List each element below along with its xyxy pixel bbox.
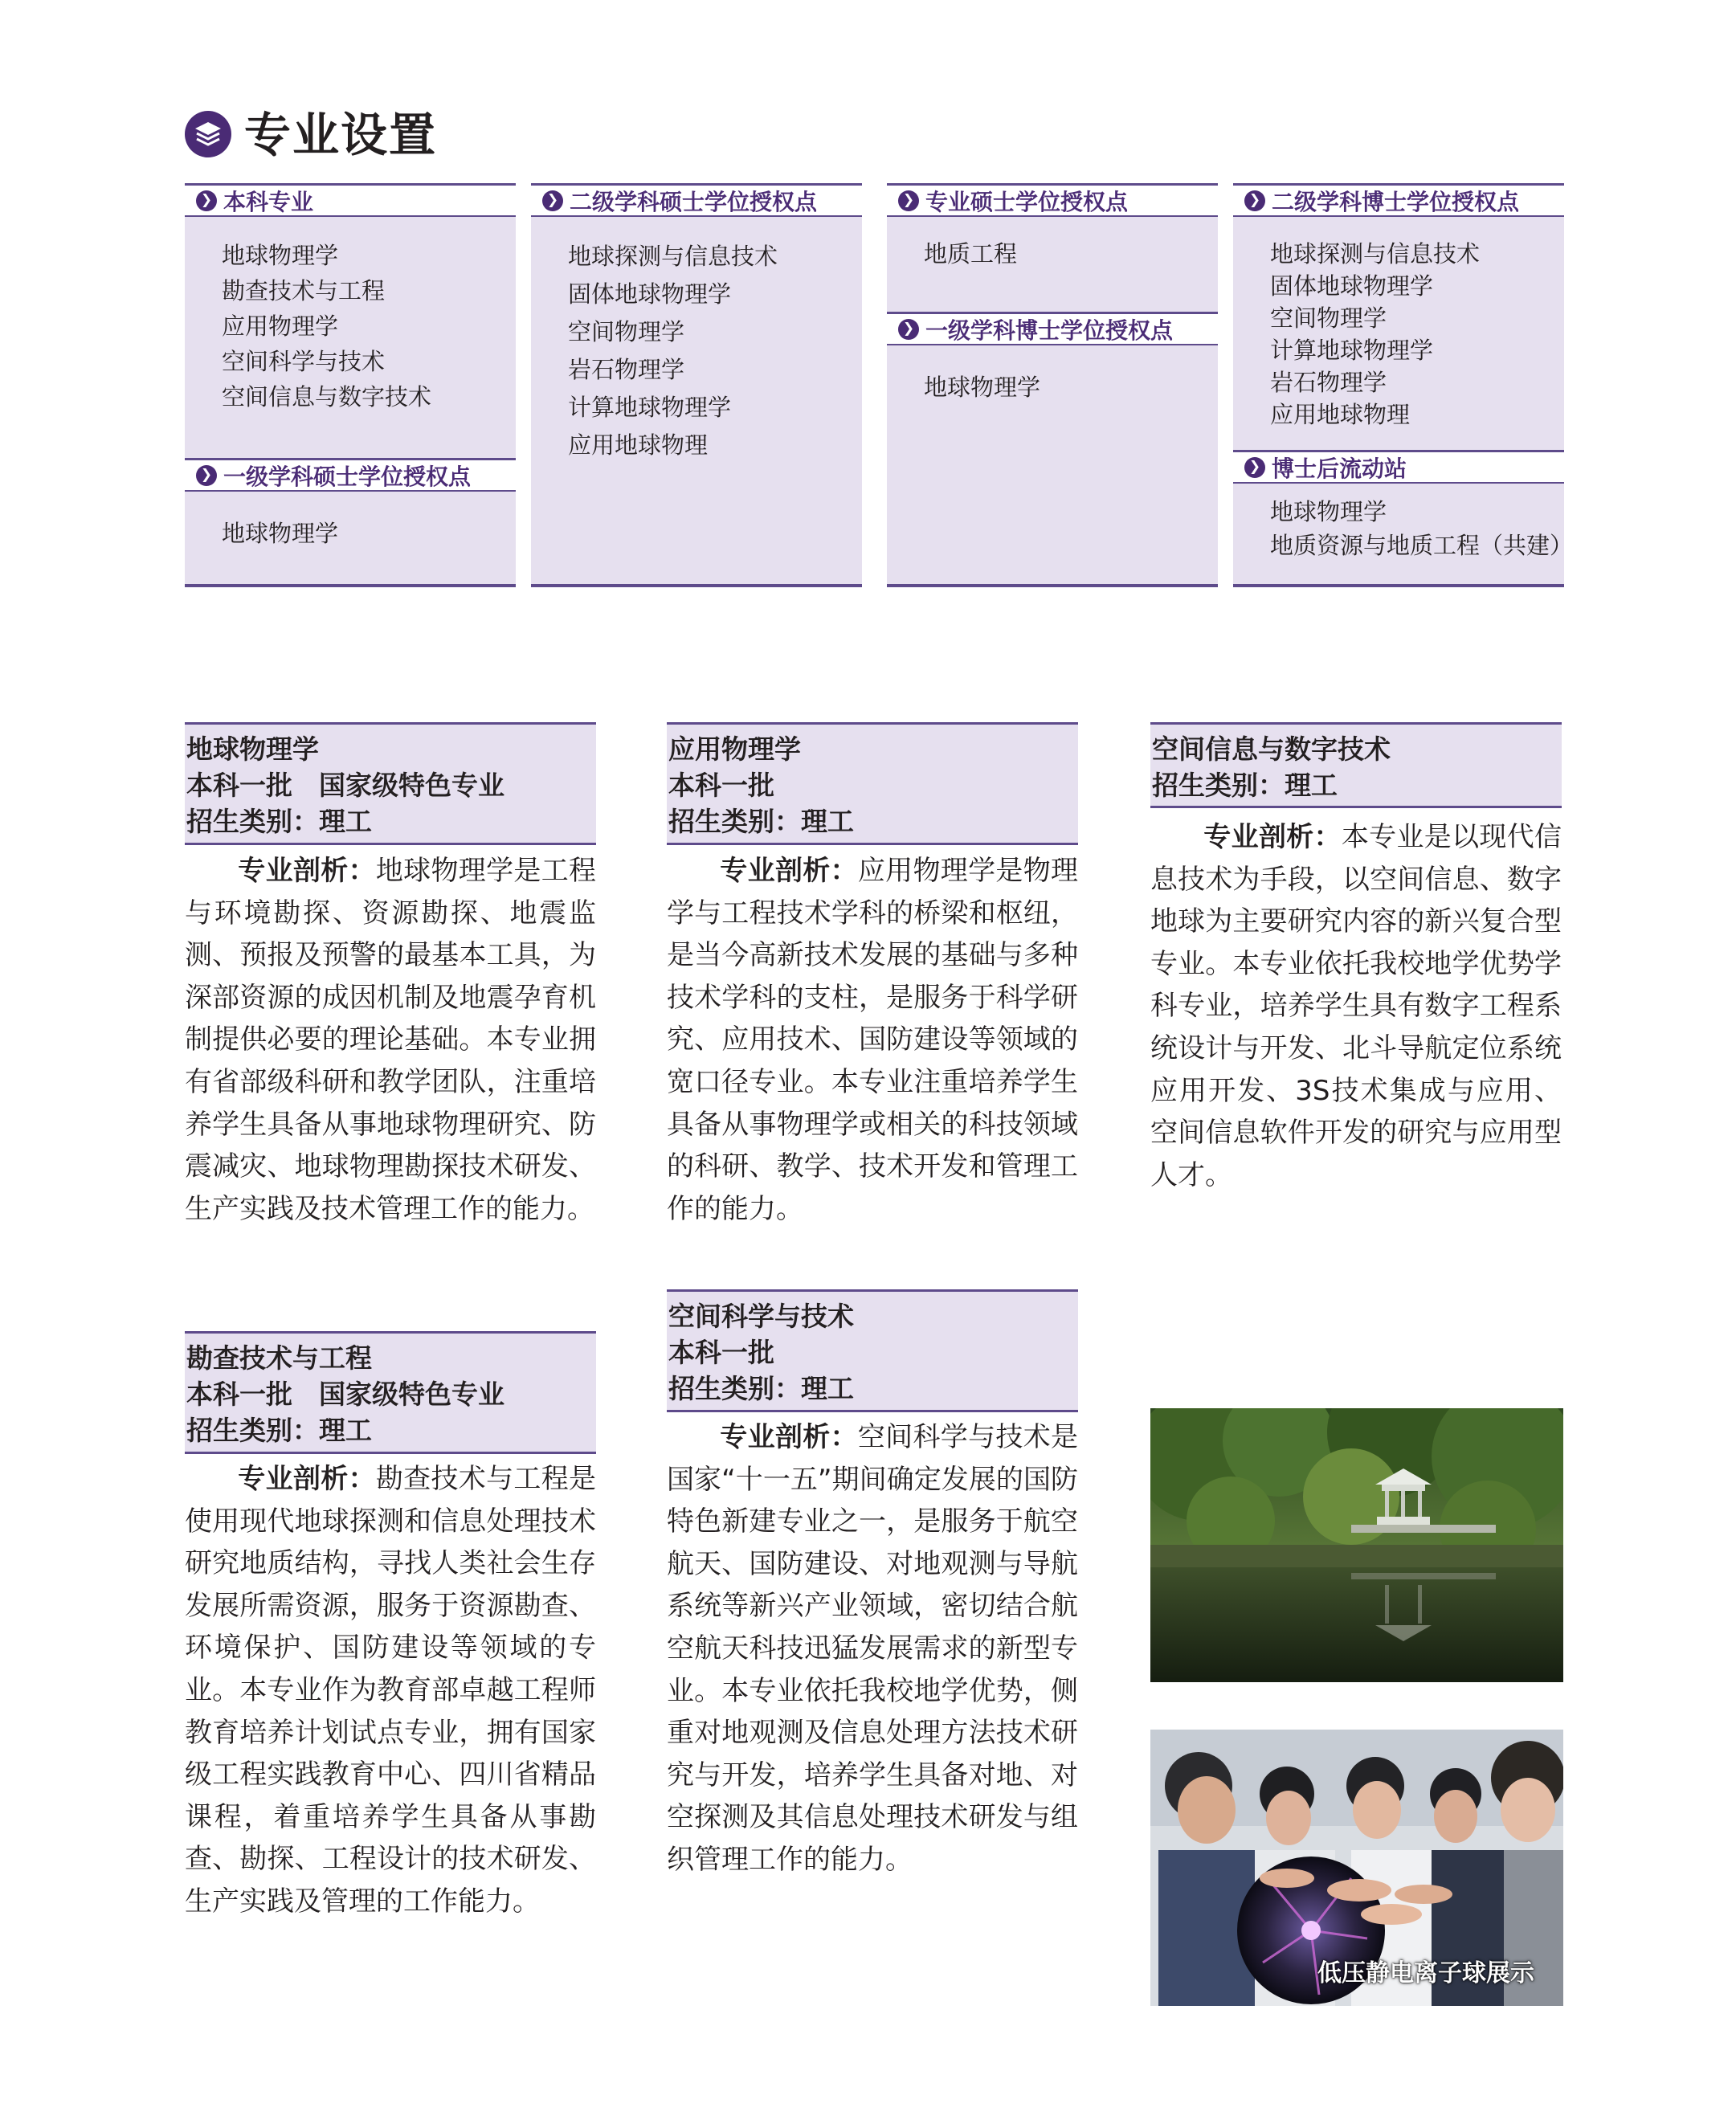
analysis-text: 应用物理学是物理学与工程技术学科的桥梁和枢纽，是当今高新技术发展的基础与多种技术学科的支柱，是服务于科学研究、应用技术、国防建设等领域的宽口径专业。本专业注重培养学生具备从事物理学或相关的科技领域的科研、教学、技术开发和管理工作的能力。 — [667, 855, 1079, 1225]
major-category: 招生类别：理工 — [668, 1373, 854, 1404]
section-label: 一级学科博士学位授权点 — [925, 317, 1174, 344]
list-item: 空间物理学 — [1270, 304, 1387, 332]
major-list — [1270, 495, 1574, 562]
analysis-lead: 专业剖析： — [720, 855, 858, 887]
analysis-lead: 专业剖析： — [1203, 821, 1342, 853]
chevron-right-icon: ❯ — [1244, 457, 1265, 478]
analysis-lead: 专业剖析： — [238, 855, 376, 887]
article-header-geophysics — [185, 722, 596, 845]
section-header-undergrad — [185, 183, 516, 217]
major-category: 招生类别：理工 — [186, 806, 372, 837]
list-item: 地球探测与信息技术 — [568, 243, 778, 270]
panel-master-second-level — [531, 183, 862, 587]
chevron-right-icon: ❯ — [196, 465, 217, 486]
panel-professional-master — [887, 183, 1218, 587]
analysis-text: 本专业是以现代信息技术为手段，以空间信息、数字地球为主要研究内容的新兴复合型专业。本专业依托我校地学优势学科专业，培养学生具有数字工程系统设计与开发、北斗导航定位系统应用开发、3S技术集成与应用、空间信息软件开发的研究与应用型人才。 — [1150, 821, 1562, 1191]
plasma-ball-photo — [1150, 1730, 1563, 2006]
section-label: 一级学科硕士学位授权点 — [223, 463, 472, 490]
list-item: 空间信息与数字技术 — [222, 383, 432, 411]
list-item: 计算地球物理学 — [568, 394, 732, 421]
major-list — [924, 370, 1210, 405]
major-batch: 本科一批 — [668, 1337, 774, 1368]
analysis-lead: 专业剖析： — [720, 1421, 858, 1453]
major-name: 地球物理学 — [186, 733, 319, 765]
analysis-text: 勘查技术与工程是使用现代地球探测和信息处理技术研究地质结构，寻找人类社会生存发展所需资源，服务于资源勘查、环境保护、国防建设等领域的专业。本专业作为教育部卓越工程师教育培养计划试点专业，拥有国家级工程实践教育中心、四川省精品课程，着重培养学生具备从事勘查、勘探、工程设计的技术研发、生产实践及管理的工作能力。 — [185, 1463, 597, 1918]
article-header-spatial-info — [1150, 722, 1562, 808]
analysis-text: 地球物理学是工程与环境勘探、资源勘探、地震监测、预报及预警的最基本工具，为深部资源的成因机制及地震孕育机制提供必要的理论基础。本专业拥有省部级科研和教学团队，注重培养学生具备从事地球物理研究、防震减灾、地球物理勘探技术研发、生产实践及技术管理工作的能力。 — [185, 855, 597, 1225]
list-item: 岩石物理学 — [568, 356, 685, 383]
analysis-text: 空间科学与技术是国家“十一五”期间确定发展的国防特色新建专业之一，是服务于航空航天、国防建设、对地观测与导航系统等新兴产业领域，密切结合航空航天科技迅猛发展需求的新型专业。本专业依托我校地学优势，侧重对地观测及信息处理方法技术研究与开发，培养学生具备对地、对空探测及其信息处理技术研发与组织管理工作的能力。 — [667, 1421, 1079, 1876]
list-item: 地球物理学 — [222, 520, 339, 547]
list-item: 空间科学与技术 — [222, 348, 386, 375]
chevron-right-icon: ❯ — [196, 190, 217, 211]
list-item: 岩石物理学 — [1270, 369, 1387, 396]
section-header-master-second-level — [531, 183, 862, 217]
section-header-professional-master — [887, 183, 1218, 217]
chevron-right-icon: ❯ — [1244, 190, 1265, 211]
article-header-space-science — [667, 1289, 1078, 1412]
list-item: 固体地球物理学 — [1270, 272, 1434, 300]
chevron-right-icon: ❯ — [542, 190, 563, 211]
list-item: 地质工程 — [924, 240, 1018, 268]
article-body-applied-physics — [667, 850, 1078, 1230]
list-item: 地球物理学 — [924, 374, 1041, 401]
major-name: 空间科学与技术 — [668, 1301, 854, 1332]
section-header-postdoc — [1233, 450, 1564, 484]
major-batch: 本科一批 — [668, 770, 774, 801]
list-item: 固体地球物理学 — [568, 280, 732, 308]
section-header-doctor-first-level — [887, 312, 1218, 345]
major-category: 招生类别：理工 — [1152, 770, 1338, 801]
major-name: 勘查技术与工程 — [186, 1342, 372, 1374]
major-batch: 本科一批 国家级特色专业 — [186, 770, 504, 801]
section-label: 本科专业 — [223, 188, 314, 215]
list-item: 地球物理学 — [222, 242, 339, 269]
section-label: 二级学科博士学位授权点 — [1272, 188, 1520, 215]
panel-doctor-second-level — [1233, 183, 1574, 587]
photo-caption: 低压静电离子球展示 — [1317, 1959, 1534, 1987]
list-item: 地质资源与地质工程（共建） — [1270, 532, 1574, 559]
section-label: 博士后流动站 — [1272, 455, 1407, 482]
analysis-lead: 专业剖析： — [238, 1463, 376, 1495]
list-item: 勘查技术与工程 — [222, 277, 386, 304]
major-list — [222, 238, 508, 415]
major-list — [568, 238, 854, 464]
chevron-right-icon: ❯ — [898, 190, 919, 211]
pavilion-lake-photo — [1150, 1408, 1563, 1682]
article-header-exploration — [185, 1331, 596, 1454]
article-body-exploration — [185, 1458, 596, 1923]
major-name: 应用物理学 — [668, 733, 801, 765]
major-list — [1270, 238, 1556, 431]
page-title: 专业设置 — [244, 108, 438, 162]
list-item: 地球探测与信息技术 — [1270, 240, 1481, 268]
list-item: 应用地球物理 — [1270, 401, 1411, 428]
major-list — [222, 516, 508, 551]
panel-undergrad — [185, 183, 516, 587]
section-header-master-first-level — [185, 458, 516, 492]
layers-icon — [185, 111, 231, 157]
major-name: 空间信息与数字技术 — [1152, 733, 1391, 765]
major-category: 招生类别：理工 — [186, 1415, 372, 1446]
article-header-applied-physics — [667, 722, 1078, 845]
major-category: 招生类别：理工 — [668, 806, 854, 837]
list-item: 应用地球物理 — [568, 431, 709, 459]
major-list — [924, 236, 1210, 272]
section-header-doctor-second-level — [1233, 183, 1564, 217]
section-label: 二级学科硕士学位授权点 — [570, 188, 818, 215]
article-body-space-science — [667, 1416, 1078, 1881]
list-item: 应用物理学 — [222, 312, 339, 340]
article-body-geophysics — [185, 850, 596, 1230]
list-item: 计算地球物理学 — [1270, 337, 1434, 364]
list-item: 空间物理学 — [568, 318, 685, 345]
chevron-right-icon: ❯ — [898, 319, 919, 340]
major-batch: 本科一批 国家级特色专业 — [186, 1379, 504, 1410]
section-label: 专业硕士学位授权点 — [925, 188, 1129, 215]
article-body-spatial-info — [1150, 816, 1562, 1196]
list-item: 地球物理学 — [1270, 498, 1387, 525]
